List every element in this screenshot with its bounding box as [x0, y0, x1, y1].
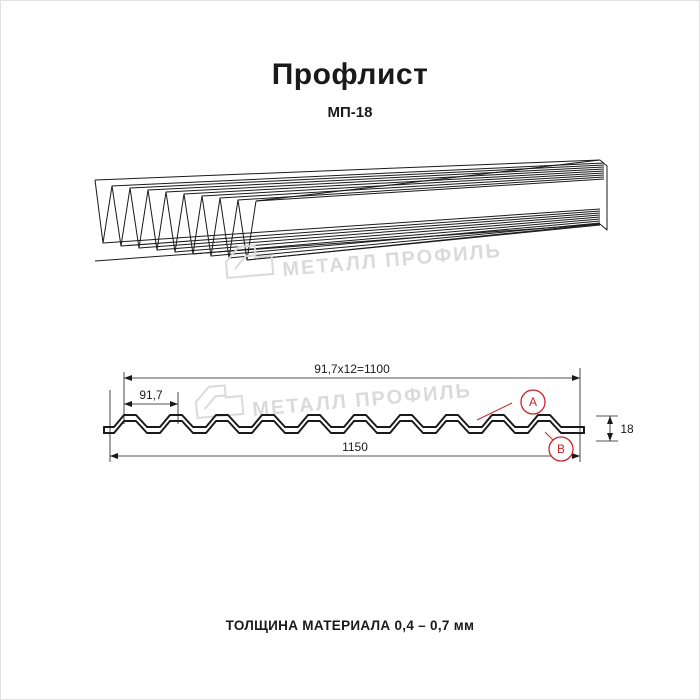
- dimension-total-width-label: 1150: [342, 440, 368, 454]
- callout-a-label: A: [528, 395, 538, 409]
- watermark-label-top: МЕТАЛЛ ПРОФИЛЬ: [281, 239, 503, 281]
- perspective-sheet-illustration: [95, 160, 607, 261]
- watermark-top: [225, 240, 503, 281]
- callout-b-label: B: [556, 442, 566, 456]
- watermark-bottom: [195, 380, 473, 421]
- material-thickness-note: ТОЛЩИНА МАТЕРИАЛА 0,4 – 0,7 мм: [225, 618, 475, 633]
- product-code: МП-18: [327, 104, 373, 121]
- dimension-wave-pitch-label: 91,7: [139, 388, 163, 402]
- dimension-height-label: 18: [620, 422, 634, 436]
- cross-section-profile: [104, 415, 584, 433]
- callout-b: [549, 437, 573, 461]
- dimension-working-width-label: 91,7х12=1100: [314, 362, 390, 376]
- watermark-label-bottom: МЕТАЛЛ ПРОФИЛЬ: [251, 379, 473, 421]
- page-title: Профлист: [271, 58, 429, 91]
- callout-a: [521, 390, 545, 414]
- dimension-height: [607, 416, 613, 441]
